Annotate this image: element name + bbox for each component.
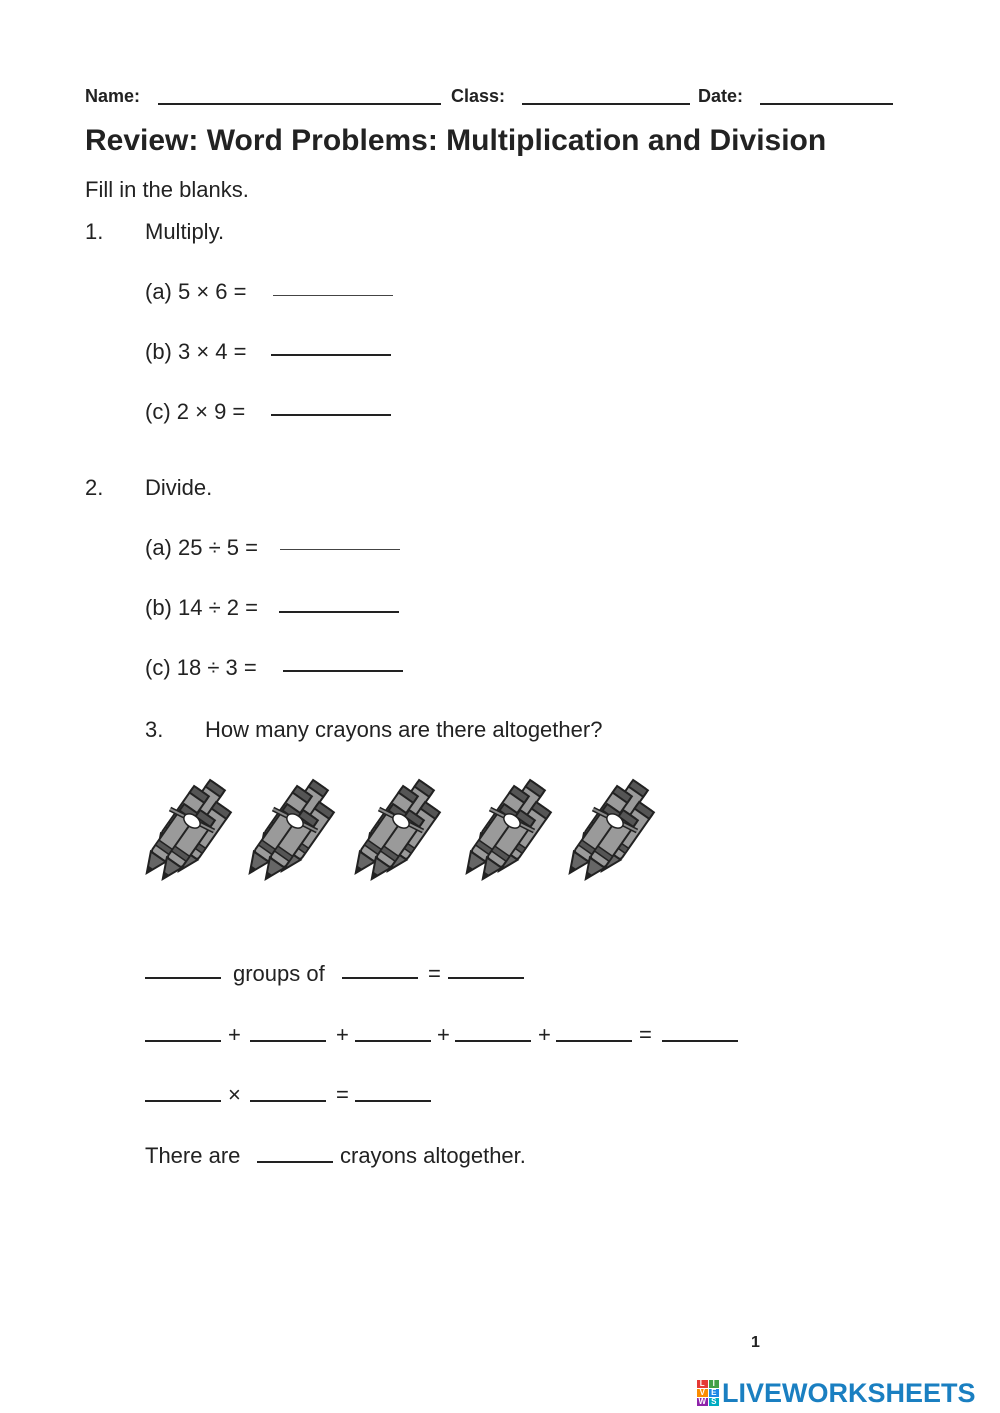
name-field[interactable] [158, 103, 441, 105]
addend-5-blank[interactable] [556, 1040, 632, 1042]
addend-1-blank[interactable] [145, 1040, 221, 1042]
groups-total-blank[interactable] [448, 977, 524, 979]
q2a-text: (a) 25 ÷ 5 = [145, 535, 258, 560]
date-field[interactable] [760, 103, 893, 105]
groups-count-blank[interactable] [145, 977, 221, 979]
brand-logo [697, 1377, 976, 1409]
q1b-text: (b) 3 × 4 = [145, 339, 247, 364]
equals-sign: = [639, 1022, 652, 1047]
q1a-text: (a) 5 × 6 = [145, 279, 247, 304]
equals-sign: = [428, 961, 441, 986]
crayon-bundle-icon [142, 765, 234, 890]
plus-sign: + [228, 1022, 241, 1047]
q1c-answer-blank[interactable] [271, 414, 391, 416]
plus-sign: + [437, 1022, 450, 1047]
times-sign: × [228, 1082, 241, 1107]
addend-2-blank[interactable] [250, 1040, 326, 1042]
q3-label: How many crayons are there altogether? [205, 717, 603, 742]
plus-sign: + [336, 1022, 349, 1047]
q3-number: 3. [145, 717, 164, 742]
crayon-bundle-icon [245, 765, 337, 890]
sum-blank[interactable] [662, 1040, 738, 1042]
total-crayons-blank[interactable] [257, 1161, 333, 1163]
groups-of-text: groups of [233, 961, 325, 986]
q1b-answer-blank[interactable] [271, 354, 391, 356]
brand-icon: L I V E W S [697, 1380, 719, 1406]
q2b-answer-blank[interactable] [279, 611, 399, 613]
product-blank[interactable] [355, 1100, 431, 1102]
page-number: 1 [751, 1334, 760, 1351]
name-label: Name: [85, 86, 141, 106]
q1c-text: (c) 2 × 9 = [145, 399, 246, 424]
class-field[interactable] [522, 103, 690, 105]
q2-number: 2. [85, 475, 104, 500]
addend-4-blank[interactable] [455, 1040, 531, 1042]
sentence-end: crayons altogether. [340, 1143, 526, 1168]
factor-2-blank[interactable] [250, 1100, 326, 1102]
instruction-text: Fill in the blanks. [85, 177, 249, 202]
q2b-text: (b) 14 ÷ 2 = [145, 595, 258, 620]
q2-label: Divide. [145, 475, 213, 500]
q1a-answer-blank[interactable] [273, 295, 393, 296]
page-title: Review: Word Problems: Multiplication and Division [85, 124, 827, 157]
equals-sign: = [336, 1082, 349, 1107]
brand-name: LIVEWORKSHEETS [722, 1377, 976, 1408]
crayon-bundle-icon [565, 765, 657, 890]
date-label: Date: [698, 86, 744, 106]
crayon-bundle-icon [462, 765, 554, 890]
q2c-answer-blank[interactable] [283, 670, 403, 672]
q1-number: 1. [85, 219, 104, 244]
crayon-bundle-icon [351, 765, 443, 890]
addend-3-blank[interactable] [355, 1040, 431, 1042]
q2a-answer-blank[interactable] [280, 549, 400, 550]
sentence-start: There are [145, 1143, 241, 1168]
plus-sign: + [538, 1022, 551, 1047]
group-size-blank[interactable] [342, 977, 418, 979]
class-label: Class: [451, 86, 506, 106]
q1-label: Multiply. [145, 219, 225, 244]
q2c-text: (c) 18 ÷ 3 = [145, 655, 257, 680]
factor-1-blank[interactable] [145, 1100, 221, 1102]
